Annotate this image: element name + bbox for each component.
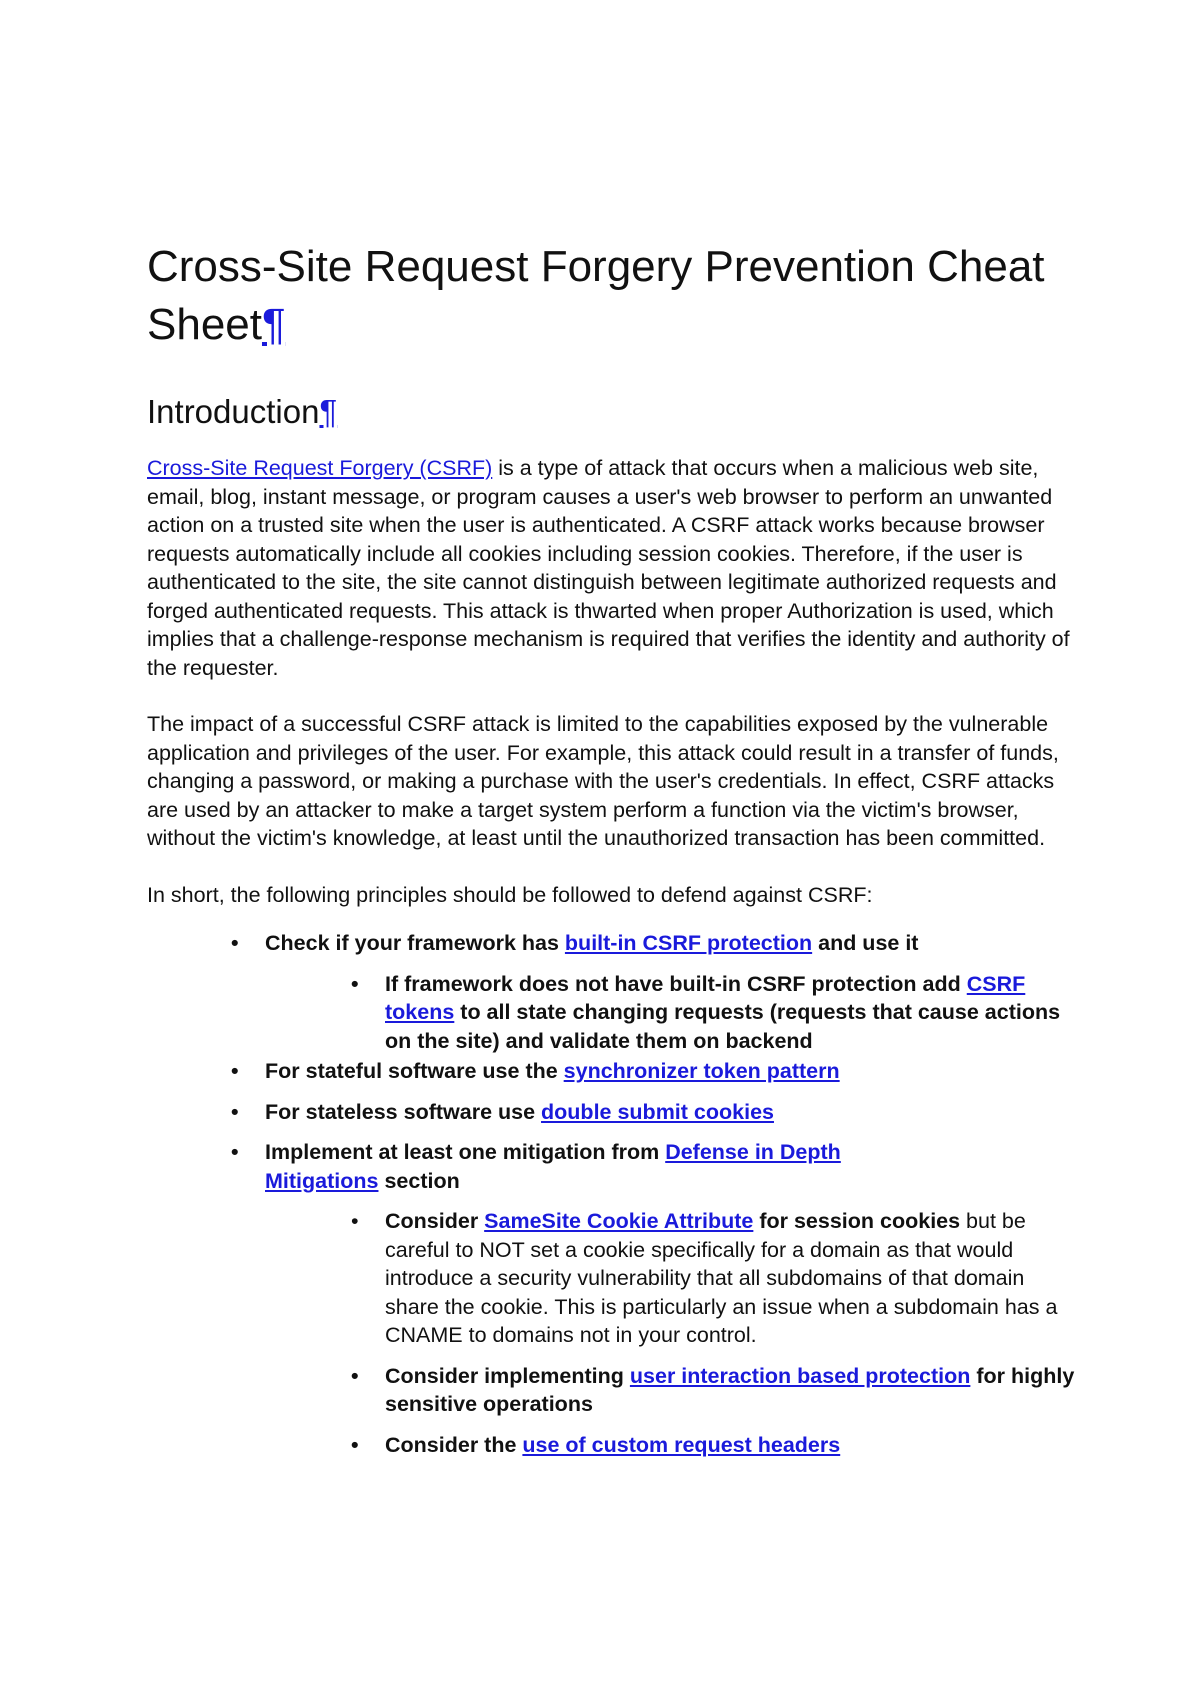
list-item: • Check if your framework has built-in CSRF protection and use it xyxy=(265,929,1075,958)
intro-paragraph-3: In short, the following principles should be followed to defend against CSRF: xyxy=(147,882,873,907)
double-submit-cookies-link[interactable]: double submit cookies xyxy=(541,1099,774,1124)
list-item: • For stateless software use double submit cookies xyxy=(265,1098,1075,1127)
list-item: • For stateful software use the synchronizer token pattern xyxy=(265,1057,1075,1086)
custom-request-headers-link[interactable]: use of custom request headers xyxy=(522,1432,841,1457)
bullet-icon: • xyxy=(351,1432,359,1457)
list-item: • Implement at least one mitigation from Defense in Depth Mitigations section xyxy=(231,1140,841,1193)
intro-paragraph-1: Cross-Site Request Forgery (CSRF) is a type of attack that occurs when a malicious web site, email, blog, instant message, or program causes a user's web browser to perform an unwanted action on a trusted site when the user is authenticated. A CSRF attack works because browser requests automatically include all cookies including session cookies. Therefore, if the user is authenticated to the site, the site cannot distinguish between legitimate authorized requests and forged authenticated requests. This attack is thwarted when proper Authorization is used, which implies that a challenge-response mechanism is required that verifies the identity and authority of the requester. xyxy=(147,456,1070,680)
bullet-icon: • xyxy=(231,931,239,955)
bullet-icon: • xyxy=(351,1209,359,1233)
bullet-icon: • xyxy=(231,1059,239,1083)
list-item: • Consider the use of custom request headers xyxy=(385,1431,1075,1460)
intro-paragraph-2: The impact of a successful CSRF attack is limited to the capabilities exposed by the vulnerable application and privileges of the user. For example, this attack could result in a transfer of funds, changing a password, or making a purchase with the user's credentials. In effect, CSRF attacks are used by an attacker to make a target system perform a function via the victim's browser, without the victim's knowledge, at least until the unauthorized transaction has been committed. xyxy=(147,712,1059,850)
document-page xyxy=(147,238,1077,1459)
user-interaction-protection-link[interactable]: user interaction based protection xyxy=(629,1363,971,1388)
csrf-definition-link[interactable]: Cross-Site Request Forgery (CSRF) xyxy=(147,456,493,480)
defense-in-depth-link[interactable]: Defense in Depth Mitigations xyxy=(265,1140,841,1193)
samesite-cookie-link[interactable]: SameSite Cookie Attribute xyxy=(484,1209,754,1233)
list-item: • If framework does not have built-in CSRF protection add CSRF tokens to all state changing requests (requests that cause actions on the site) and validate them on backend xyxy=(351,971,1061,1053)
csrf-tokens-link[interactable]: CSRF tokens xyxy=(385,971,1026,1024)
principles-list xyxy=(147,929,1077,1459)
list-item: • Consider implementing user interaction based protection for highly sensitive operations xyxy=(351,1363,1075,1416)
bullet-icon: • xyxy=(231,1140,239,1164)
section-heading-introduction: Introduction¶ xyxy=(147,393,338,430)
built-in-csrf-protection-link[interactable]: built-in CSRF protection xyxy=(564,931,813,955)
list-item: • Consider SameSite Cookie Attribute for session cookies but be careful to NOT set a cookie specifically for a domain as that would introduce a security vulnerability that all subdomains of that domain share the cookie. This is particularly an issue when a subdomain has a CNAME to domains not in your control. xyxy=(351,1209,1058,1347)
page-title: Cross-Site Request Forgery Prevention Cheat Sheet¶ xyxy=(147,242,1045,349)
bullet-icon: • xyxy=(351,971,359,996)
bullet-icon: • xyxy=(351,1363,359,1388)
introduction-permalink[interactable]: ¶ xyxy=(319,393,338,430)
synchronizer-token-pattern-link[interactable]: synchronizer token pattern xyxy=(563,1059,840,1083)
bullet-icon: • xyxy=(231,1099,239,1124)
title-permalink[interactable]: ¶ xyxy=(261,300,286,349)
